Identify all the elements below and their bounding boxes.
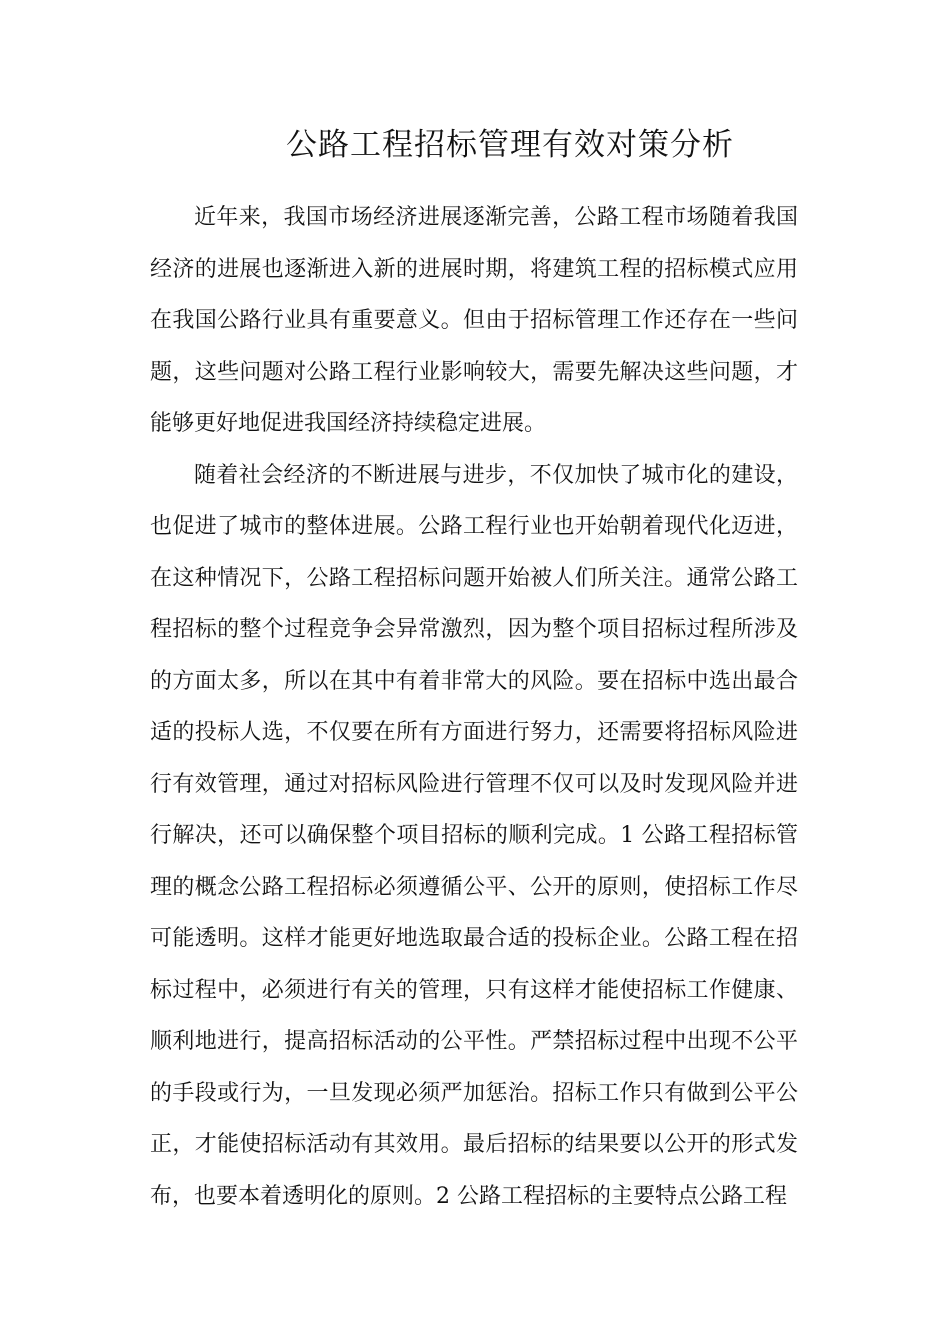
document-body <box>150 192 798 1222</box>
paragraph-main: 随着社会经济的不断进展与进步，不仅加快了城市化的建设，也促进了城市的整体进展。公路工程行业也开始朝着现代化迈进，在这种情况下，公路工程招标问题开始被人们所关注。通常公路工程招标的整个过程竞争会异常激烈，因为整个项目招标过程所涉及的方面太多，所以在其中有着非常大的风险。要在招标中选出最合适的投标人选，不仅要在所有方面进行努力，还需要将招标风险进行有效管理，通过对招标风险进行管理不仅可以及时发现风险并进行解决，还可以确保整个项目招标的顺利完成。1 公路工程招标管理的概念公路工程招标必须遵循公平、公开的原则，使招标工作尽可能透明。这样才能更好地选取最合适的投标企业。公路工程在招标过程中，必须进行有关的管理，只有这样才能使招标工作健康、顺利地进行，提高招标活动的公平性。严禁招标过程中出现不公平的手段或行为，一旦发现必须严加惩治。招标工作只有做到公平公正，才能使招标活动有其效用。最后招标的结果要以公开的形式发布，也要本着透明化的原则。2 公路工程招标的主要特点公路工程 <box>150 462 798 1209</box>
paragraph-intro: 近年来，我国市场经济进展逐渐完善，公路工程市场随着我国经济的进展也逐渐进入新的进展时期，将建筑工程的招标模式应用在我国公路行业具有重要意义。但由于招标管理工作还存在一些问题，这些问题对公路工程行业影响较大，需要先解决这些问题，才能够更好地促进我国经济持续稳定进展。 <box>150 205 798 436</box>
document-title: 公路工程招标管理有效对策分析 <box>286 127 734 163</box>
